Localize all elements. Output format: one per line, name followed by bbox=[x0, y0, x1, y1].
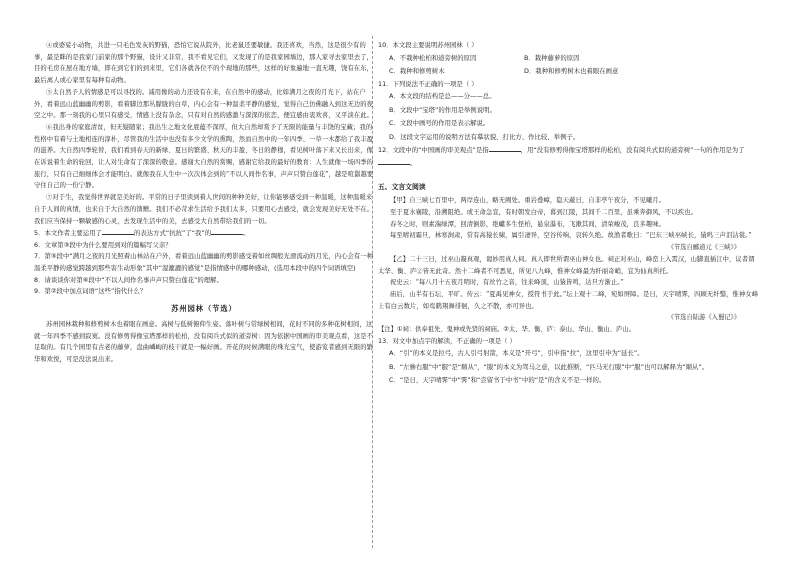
source-citation: 《节选自陆游《入蜀记》》 bbox=[667, 314, 740, 322]
question-10: 10．本文段主要说明苏州园林（ ） bbox=[378, 41, 478, 49]
question-7: 7．第⑤段中“满月之夜的月光照着山林站在户外，看着远山蓝幽幽的剪影感受着如丝绸般光滑流动的月光，内心会有一种温柔平静的感觉跨越到那些害生动形象”其中“湿漉漉的感觉”是指情感中的哪种感动，(选用本段中的四个词语填空) bbox=[34, 252, 374, 273]
option-a[interactable]: A．“引”的本义是拉弓，古人引弓射箭，本义是“开弓”，引申指“拉”，这里引申为“延长”。 bbox=[389, 349, 644, 358]
answer-blank[interactable] bbox=[489, 144, 521, 152]
question-12: 12．文段中的“中国画的审美观点”是指 ，用“没有修剪得像宝塔那样的松柏，没有阅兵式似的道旁树”一句的作用是为了。 bbox=[378, 146, 745, 167]
passage-jia-1: 【甲】自三峡七百里中，两岸连山，略无阙处。重岩叠嶂，隐天蔽日，自非亭午夜分，不见曦月。 bbox=[390, 197, 666, 205]
paragraph-7: ⑦对于生，我觉得世界就是美好的。平常的日子里读到着人世间的种种美好，让你能够感受到一种温暖，这种温暖来自于人间的真情，也来自于大自然的馈赠。我们不必苛求生活给予我们太多，只要用心去感受，就会发现美好无处不在。我们应当保持一颗敏感的心灵，去发现生活中的美，去感受大自然带给我们的一切。 bbox=[34, 194, 374, 225]
paragraph-6: ⑥我出身的家庭清贫，但无疑随家；我出生之地文化底蕴不深厚，但大自然却赏予了无限的能量与丰饶的宝藏；我的性格中有着与土地相连的淳朴，尽管我的生活中也没有多少文学的熏陶，然而自然中的一年四季、一草一木都给了我丰盈的滋养。大自然四季轮替，我们看到春天的新绿、夏日的繁盛、秋天的丰盈、冬日的静穆，看见树叶落下来又长出来，像在诉说着生命的轮回，让人对生命有了深深的敬意。感谢大自然的赏赐，感谢它给我的最好的教育：人生就像一场四季的旅行，只有自己细细体会才能明白。就像我在人生中一次次体会到的“不以人间作名事，声声只赞白莲花”，越是喧嚣越要守住自己的一份宁静。 bbox=[34, 123, 374, 190]
passage-yi-1: 【乙】二十三日，过巫山凝真观，谒妙用真人祠。真人即世所谓巫山神女也。祠正对巫山，峰峦上入霄汉，山脚直插江中，议者谓太华、衡、庐②皆无此奇。然十二峰者不可悉见，所见八九峰，惟神女峰最为纤丽奇峭，宜为仙真所托。 bbox=[378, 255, 755, 275]
option-d[interactable]: D．这段文字运用的说明方法有摹状貌、打比方、作比较、举例子。 bbox=[389, 132, 580, 141]
passage-jia-2: 至于夏水襄陵，沿溯阻绝。或王命急宣，有时朝发白帝，暮到江陵，其间千二百里，虽乘奔御风，不以疾也。 bbox=[390, 209, 698, 217]
question-10-options bbox=[378, 65, 760, 79]
paragraph-5: ⑤太自然予人的情感是可以寻找的。减用像的动力还设有在来，在自然中的感动，比如满月之夜的月光下，站在户外，看着远山蓝幽幽的剪影，看着脚边那丛朦胧的白草，内心会有一种温柔平静的感觉，觉得自己仿佛融入到这无边的夜空之中。那一刻我的心里只有感受，情感上没有杂念，只有对自然的感激与深深的依恋，便宜感由衷欢喜，又平淡在此。 bbox=[34, 88, 374, 120]
paragraph-4: ④或婆娑小动物，共进一只毛色发灰的野猫，恐怕它说从院外，比老鼠还要敏捷。我还喜欢，当然，这是很少有的事，最是眯的是我家门前家的那个野猫，设计又非常，我不看见它们，又发现了的是我家园墙边，那人家寻去家里去了，目的毛房在屋在地方墙，即在到它们的到来里，它们各就各位不的个现地的那些，这样的好象遍地一直无趣，饶有在东，最后离人或心家里有每种有动物。 bbox=[34, 42, 374, 85]
answer-blank[interactable] bbox=[378, 157, 410, 165]
section-heading: 五、文言文阅读 bbox=[378, 183, 426, 192]
option-a[interactable]: A．本文段的结构是总——分——总。 bbox=[389, 92, 496, 101]
option-c[interactable]: C．栽种和修剪树木 bbox=[389, 67, 445, 76]
option-c[interactable]: C．文段中画号的作用是表示解说。 bbox=[389, 119, 490, 128]
option-a[interactable]: A．不栽种松柏和道旁树的原因 bbox=[389, 53, 477, 62]
passage-jia-3: 春冬之时，则素湍绿潭，回清倒影，绝巘多生怪柏，悬泉瀑布，飞漱其间，清荣峻茂，良多趣味。 bbox=[390, 220, 666, 228]
option-b[interactable]: B．文段中“宝塔”的作用是举例说明。 bbox=[389, 105, 496, 114]
answer-blank[interactable] bbox=[102, 227, 134, 235]
option-b[interactable]: B．“左骖右服”中“服”是“顺从”，“服”的本义为驾马之意，以此推断，“匹马无行服”中“服”也可以解释为“顺从”。 bbox=[389, 362, 709, 371]
option-c[interactable]: C．“是日，天宇晴霁”中“霁”和“尝留书于中书”中的“是”的含义不是一样的。 bbox=[389, 376, 606, 385]
question-5: 5．本文作者主要运用了 的表达方式“抗抗”了“我”的 。 bbox=[34, 229, 250, 238]
passage-yi-2: 祝史云：“每八月十五夜月明时，有丝竹之音，往来峰顶，山猿皆鸣，达旦方渐止。” bbox=[390, 279, 624, 287]
source-citation: 《节选自郦道元《三峡》》 bbox=[667, 244, 740, 252]
passage-yi-3: 庙后，山半有石坛，平旷。传云：“夏禹见神女，授符书于此。”坛上观十二峰，宛如屏障。是日，天宇晴霁，四顾无纤翳，惟神女峰上有白云数片，如鸾鹤翔舞徘徊，久之不散，亦可异也。 bbox=[378, 291, 759, 310]
question-11: 11．下列说法不正确的一项是（ ） bbox=[378, 79, 478, 88]
left-column bbox=[34, 40, 374, 366]
answer-blank[interactable] bbox=[211, 227, 243, 235]
question-8: 8．请谈谈你对第⑥段中“不以人间作名事声声只赞白莲花”的理解。 bbox=[34, 275, 223, 284]
question-13: 13．对文中加点字的解读，不正确的一项是（ ） bbox=[378, 336, 516, 345]
option-d[interactable]: D．栽种和修剪树木也着眼在画意 bbox=[524, 67, 619, 76]
passage-jia-4: 每至晴初霜旦，林寒涧肃，常有高猿长啸，属引凄异，空谷传响，哀转久绝。故渔者歌曰：“巴东三峡巫峡长，猿鸣三声泪沾裳。” bbox=[390, 232, 752, 240]
question-6: 6．文章第③段中为什么要用到对的篇幅写父亲？ bbox=[34, 240, 172, 249]
question-9: 9．第②段中加点词语“这些”指代什么？ bbox=[34, 287, 147, 296]
annotation-note: 【注】①祠：供奉祖先、鬼神或先贤的祠庙。②太、华、衡、庐：泰山、华山、衡山、庐山。 bbox=[378, 326, 635, 334]
right-column bbox=[378, 40, 760, 388]
essay-title: 苏州园林（节选） bbox=[171, 303, 237, 313]
option-b[interactable]: B．栽种藤萝的原因 bbox=[524, 53, 580, 62]
essay-paragraph: 苏州园林栽种和修剪树木也着眼在画意。高树与低树俯仰生姿。落叶树与常绿树相间，花时不同的多种花树相间，这就一年四季不感到寂寞。没有修剪得像宝塔那样的松柏，没有阅兵式似的道旁树：因为依据中国画的审美观点看，这是不足取的。有几个园里有古老的藤萝，盘曲嶙峋的枝干就是一幅好画。开花的时候满眼的珠光宝气，使游览者感到无限的繁华和欢悦，可是没法说出来。 bbox=[34, 320, 374, 363]
question-10-options bbox=[378, 52, 760, 66]
